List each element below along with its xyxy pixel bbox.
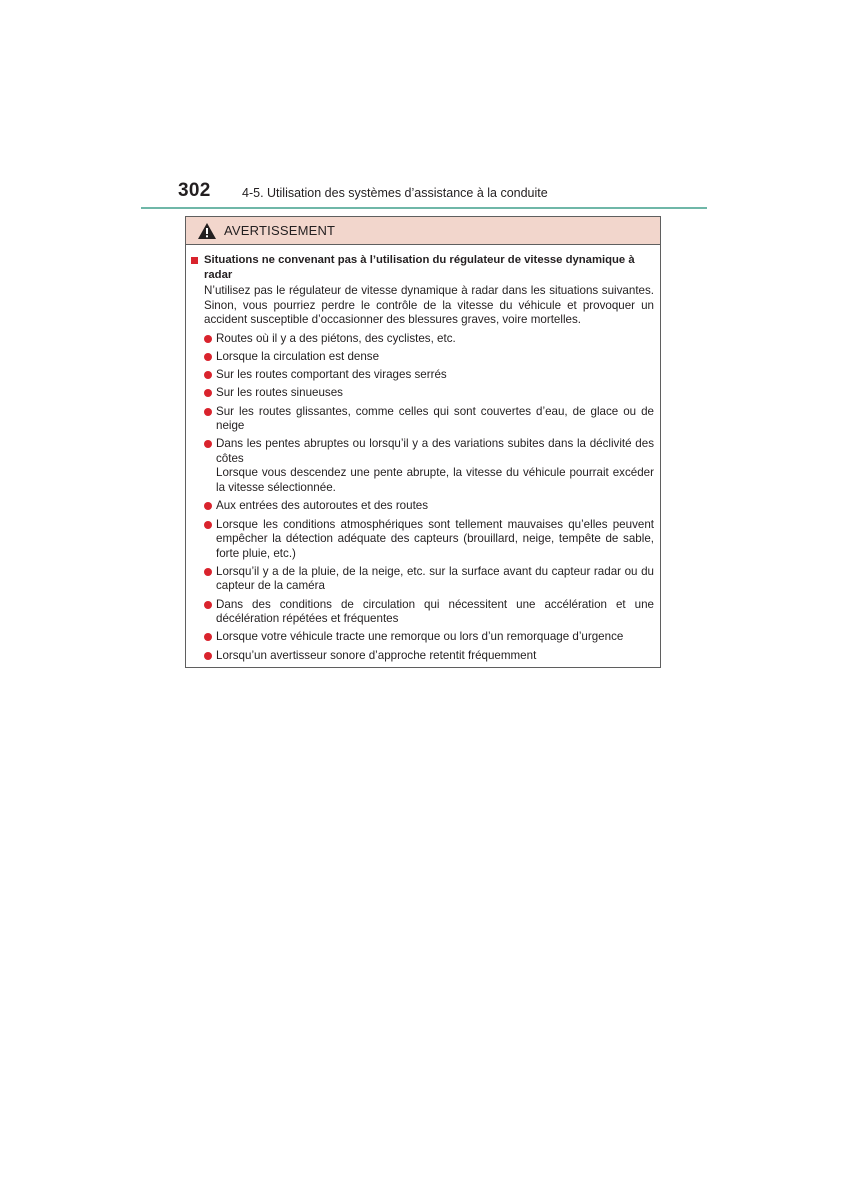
red-dot-bullet-icon — [204, 440, 212, 448]
warning-body — [186, 245, 660, 663]
subheading-text: Situations ne convenant pas à l’utilisation du régulateur de vitesse dynamique à radar — [204, 254, 635, 281]
page-number: 302 — [178, 180, 211, 201]
list-item-main: Dans des conditions de circulation qui nécessitent une accélération et une décélération répétées et fréquentes — [216, 597, 654, 626]
red-dot-bullet-icon — [204, 408, 212, 416]
list-item-text — [216, 405, 654, 434]
list-item-main: Dans les pentes abruptes ou lorsqu’il y a des variations subites dans la déclivité des côtes — [216, 437, 654, 465]
list-item-text — [216, 649, 654, 664]
red-dot-bullet-icon — [204, 652, 212, 660]
list-item-text — [216, 437, 654, 495]
list-item-main: Routes où il y a des piétons, des cyclistes, etc. — [216, 331, 456, 345]
warning-box — [185, 216, 661, 668]
warning-header — [186, 217, 660, 245]
list-item-text — [216, 499, 654, 514]
red-dot-bullet-icon — [204, 568, 212, 576]
list-item-text — [216, 368, 654, 383]
list-item-main: Lorsqu’il y a de la pluie, de la neige, etc. sur la surface avant du capteur radar ou du capteur de la caméra — [216, 564, 654, 593]
list-item-main: Sur les routes comportant des virages serrés — [216, 368, 447, 382]
warning-subheading — [190, 253, 654, 282]
list-item — [204, 386, 654, 401]
red-dot-bullet-icon — [204, 335, 212, 343]
warning-triangle-icon — [197, 222, 217, 240]
section-title: 4-5. Utilisation des systèmes d’assistance à la conduite — [242, 186, 548, 200]
list-item-text — [216, 350, 654, 365]
list-item-text — [216, 518, 654, 562]
list-item — [204, 405, 654, 434]
red-dot-bullet-icon — [204, 502, 212, 510]
list-item — [204, 350, 654, 365]
list-item-main: Lorsque les conditions atmosphériques sont tellement mauvaises qu’elles peuvent empêcher la détection adéquate des capteurs (brouillard, neige, tempête de sable, forte pluie, etc.) — [216, 517, 654, 560]
list-item-main: Sur les routes glissantes, comme celles qui sont couvertes d’eau, de glace ou de neige — [216, 404, 654, 433]
red-dot-bullet-icon — [204, 353, 212, 361]
red-dot-bullet-icon — [204, 371, 212, 379]
red-dot-bullet-icon — [204, 521, 212, 529]
list-item — [204, 565, 654, 594]
list-item-text — [216, 565, 654, 594]
list-item — [204, 598, 654, 627]
list-item-text — [216, 386, 654, 401]
red-dot-bullet-icon — [204, 601, 212, 609]
list-item-note: Lorsque vous descendez une pente abrupte, la vitesse du véhicule pourrait excéder la vitesse sélectionnée. — [216, 466, 654, 494]
list-item — [204, 649, 654, 664]
list-item-text — [216, 598, 654, 627]
list-item-main: Aux entrées des autoroutes et des routes — [216, 499, 429, 513]
list-item-main: Lorsque votre véhicule tracte une remorque ou lors d’un remorquage d’urgence — [216, 630, 624, 644]
list-item — [204, 630, 654, 645]
red-dot-bullet-icon — [204, 389, 212, 397]
list-item-text — [216, 332, 654, 347]
header-rule — [141, 207, 707, 209]
intro-paragraph: N’utilisez pas le régulateur de vitesse dynamique à radar dans les situations suivantes. Sinon, vous pourriez perdre le contrôle de la vitesse du véhicule et provoquer un accident susceptible d’occasionner des blessures graves, voire mortelles. — [204, 284, 654, 326]
list-item-text — [216, 630, 654, 645]
list-item-main: Lorsqu’un avertisseur sonore d’approche retentit fréquemment — [216, 648, 537, 662]
situation-list — [190, 332, 654, 664]
list-item — [204, 518, 654, 562]
warning-title: AVERTISSEMENT — [224, 223, 336, 238]
list-item — [204, 499, 654, 514]
red-square-bullet-icon — [191, 257, 198, 264]
list-item-main: Sur les routes sinueuses — [216, 386, 343, 400]
list-item — [204, 368, 654, 383]
red-dot-bullet-icon — [204, 633, 212, 641]
list-item — [204, 332, 654, 347]
list-item-main: Lorsque la circulation est dense — [216, 349, 380, 363]
list-item — [204, 437, 654, 495]
